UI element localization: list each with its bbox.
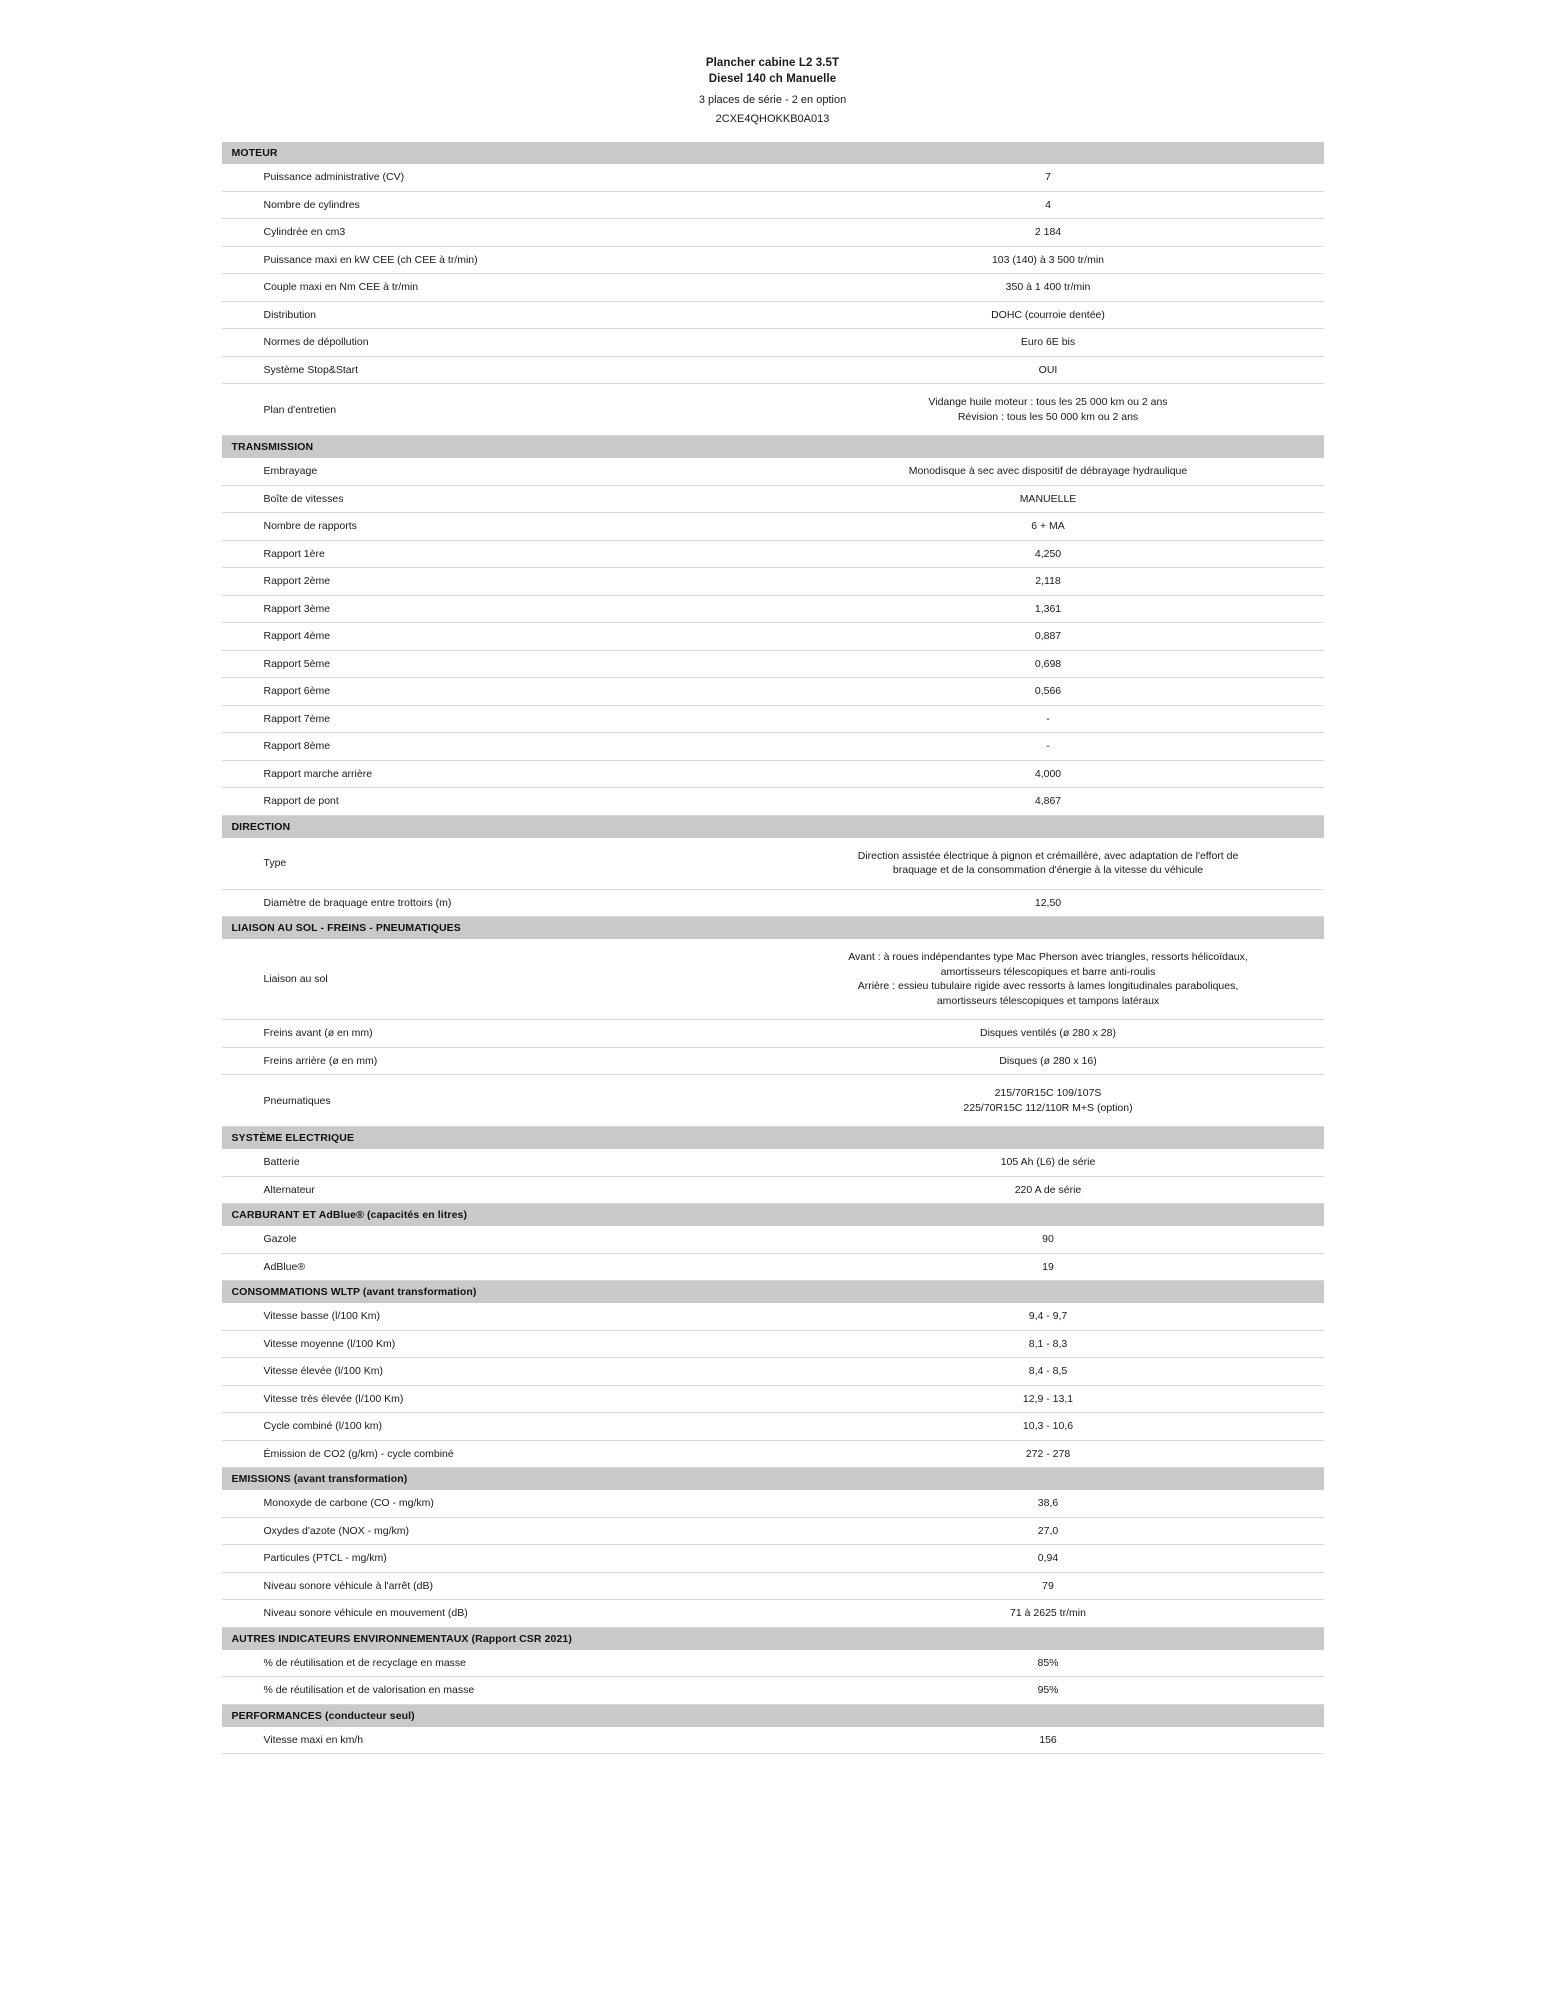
spec-label: Gazole bbox=[222, 1226, 773, 1253]
spec-value-line: DOHC (courroie dentée) bbox=[991, 308, 1105, 321]
section-title: TRANSMISSION bbox=[222, 436, 1324, 459]
spec-row bbox=[222, 458, 1324, 485]
spec-value bbox=[773, 1727, 1324, 1754]
spec-label: Vitesse moyenne (l/100 Km) bbox=[222, 1330, 773, 1358]
spec-row bbox=[222, 384, 1324, 436]
spec-value bbox=[773, 1330, 1324, 1358]
spec-value-line: 4,000 bbox=[1034, 767, 1062, 780]
spec-row bbox=[222, 329, 1324, 357]
spec-row bbox=[222, 1226, 1324, 1253]
spec-value-line: 220 A de série bbox=[1014, 1183, 1082, 1196]
spec-label: Nombre de cylindres bbox=[222, 191, 773, 219]
spec-value bbox=[773, 356, 1324, 384]
section-header-row bbox=[222, 1468, 1324, 1491]
spec-label: Niveau sonore véhicule à l'arrêt (dB) bbox=[222, 1572, 773, 1600]
spec-value-line: 0,887 bbox=[1034, 630, 1062, 642]
spec-value-line: Révision : tous les 50 000 km ou 2 ans bbox=[957, 410, 1139, 423]
section-title: AUTRES INDICATEURS ENVIRONNEMENTAUX (Rapport CSR 2021) bbox=[222, 1627, 1324, 1650]
spec-row bbox=[222, 1075, 1324, 1127]
spec-value bbox=[773, 329, 1324, 357]
spec-label: Niveau sonore véhicule en mouvement (dB) bbox=[222, 1600, 773, 1628]
spec-value-line: Avant : à roues indépendantes type Mac Pherson avec triangles, ressorts hélicoïdaux, bbox=[848, 951, 1248, 963]
spec-label: Rapport 6ème bbox=[222, 678, 773, 706]
spec-value-line: 6 + MA bbox=[1031, 520, 1065, 532]
spec-value-line: - bbox=[1046, 712, 1050, 725]
spec-row bbox=[222, 568, 1324, 596]
spec-row bbox=[222, 1253, 1324, 1281]
spec-value-line: 9,4 - 9,7 bbox=[1028, 1310, 1068, 1322]
spec-row bbox=[222, 1149, 1324, 1176]
spec-label: Couple maxi en Nm CEE à tr/min bbox=[222, 274, 773, 302]
spec-value-line: 105 Ah (L6) de série bbox=[1000, 1156, 1096, 1168]
spec-value bbox=[773, 568, 1324, 596]
spec-label: Freins arrière (ø en mm) bbox=[222, 1047, 773, 1075]
spec-value-line: Vidange huile moteur : tous les 25 000 km ou 2 ans bbox=[928, 396, 1168, 408]
spec-row bbox=[222, 733, 1324, 761]
spec-row bbox=[222, 889, 1324, 917]
spec-row bbox=[222, 1490, 1324, 1517]
spec-value bbox=[773, 274, 1324, 302]
spec-label: Rapport de pont bbox=[222, 788, 773, 816]
section-header-row bbox=[222, 1627, 1324, 1650]
spec-value-line: 2,118 bbox=[1035, 575, 1061, 587]
spec-label: Embrayage bbox=[222, 458, 773, 485]
section-title: EMISSIONS (avant transformation) bbox=[222, 1468, 1324, 1491]
spec-label: Puissance maxi en kW CEE (ch CEE à tr/min) bbox=[222, 246, 773, 274]
spec-value-line: MANUELLE bbox=[1019, 492, 1077, 505]
section-header-row bbox=[222, 436, 1324, 459]
spec-value-line: 38,6 bbox=[1037, 1497, 1059, 1509]
spec-value bbox=[773, 1075, 1324, 1127]
spec-value-line: 10,3 - 10,6 bbox=[1022, 1420, 1074, 1432]
spec-label: Batterie bbox=[222, 1149, 773, 1176]
section-header-row bbox=[222, 142, 1324, 164]
section-header-row bbox=[222, 1127, 1324, 1150]
spec-row bbox=[222, 1413, 1324, 1441]
spec-value-line: 12,50 bbox=[1034, 896, 1062, 909]
spec-value-line: 4 bbox=[1045, 198, 1051, 211]
spec-value bbox=[773, 246, 1324, 274]
specifications-table bbox=[222, 142, 1324, 1754]
spec-value-line: 27,0 bbox=[1037, 1524, 1059, 1537]
spec-label: Type bbox=[222, 838, 773, 890]
spec-label: Rapport 7ème bbox=[222, 705, 773, 733]
spec-row bbox=[222, 1176, 1324, 1204]
spec-value-line: 272 - 278 bbox=[1025, 1447, 1071, 1460]
section-title: CARBURANT ET AdBlue® (capacités en litres) bbox=[222, 1204, 1324, 1227]
section-title: LIAISON AU SOL - FREINS - PNEUMATIQUES bbox=[222, 917, 1324, 940]
spec-row bbox=[222, 1385, 1324, 1413]
spec-label: Pneumatiques bbox=[222, 1075, 773, 1127]
spec-value-line: amortisseurs télescopiques et barre anti-roulis bbox=[940, 965, 1156, 978]
document-header bbox=[0, 55, 1545, 128]
spec-value bbox=[773, 760, 1324, 788]
spec-value bbox=[773, 1358, 1324, 1386]
spec-value-line: 0,698 bbox=[1034, 657, 1062, 670]
spec-value-line: 0,94 bbox=[1037, 1552, 1059, 1564]
spec-label: AdBlue® bbox=[222, 1253, 773, 1281]
section-title: DIRECTION bbox=[222, 815, 1324, 838]
spec-row bbox=[222, 485, 1324, 513]
spec-label: Liaison au sol bbox=[222, 939, 773, 1020]
spec-row bbox=[222, 1545, 1324, 1573]
vehicle-code: 2CXE4QHOKKB0A013 bbox=[715, 113, 830, 125]
spec-value bbox=[773, 1490, 1324, 1517]
spec-value-line: Euro 6E bis bbox=[1020, 336, 1076, 348]
spec-value-line: 19 bbox=[1042, 1260, 1054, 1273]
spec-row bbox=[222, 838, 1324, 890]
spec-label: Vitesse très élevée (l/100 Km) bbox=[222, 1385, 773, 1413]
spec-label: Alternateur bbox=[222, 1176, 773, 1204]
spec-value bbox=[773, 1226, 1324, 1253]
vehicle-seats: 3 places de série - 2 en option bbox=[698, 94, 847, 106]
spec-label: Puissance administrative (CV) bbox=[222, 164, 773, 191]
spec-value-line: OUI bbox=[1038, 363, 1058, 376]
spec-value-line: 79 bbox=[1042, 1579, 1054, 1592]
spec-row bbox=[222, 1358, 1324, 1386]
spec-label: Nombre de rapports bbox=[222, 513, 773, 541]
spec-value-line: Disques (ø 280 x 16) bbox=[999, 1054, 1097, 1067]
spec-value bbox=[773, 595, 1324, 623]
spec-row bbox=[222, 513, 1324, 541]
spec-row bbox=[222, 1517, 1324, 1545]
spec-label: Plan d'entretien bbox=[222, 384, 773, 436]
spec-value-line: - bbox=[1046, 740, 1050, 752]
spec-value bbox=[773, 705, 1324, 733]
spec-row bbox=[222, 1727, 1324, 1754]
spec-value bbox=[773, 788, 1324, 816]
spec-label: Vitesse basse (l/100 Km) bbox=[222, 1303, 773, 1330]
spec-label: Normes de dépollution bbox=[222, 329, 773, 357]
spec-label: Vitesse maxi en km/h bbox=[222, 1727, 773, 1754]
spec-label: Rapport 1ère bbox=[222, 540, 773, 568]
spec-value-line: 156 bbox=[1039, 1733, 1057, 1746]
spec-value bbox=[773, 1572, 1324, 1600]
spec-label: Rapport 4ème bbox=[222, 623, 773, 651]
spec-label: Rapport 3ème bbox=[222, 595, 773, 623]
spec-row bbox=[222, 705, 1324, 733]
spec-value-line: 4,250 bbox=[1034, 547, 1062, 560]
spec-value bbox=[773, 1517, 1324, 1545]
spec-value-line: 103 (140) à 3 500 tr/min bbox=[991, 253, 1105, 266]
spec-value bbox=[773, 1545, 1324, 1573]
spec-row bbox=[222, 274, 1324, 302]
spec-value bbox=[773, 219, 1324, 247]
spec-label: Freins avant (ø en mm) bbox=[222, 1020, 773, 1048]
section-header-row bbox=[222, 917, 1324, 940]
section-title: SYSTÈME ELECTRIQUE bbox=[222, 1127, 1324, 1150]
spec-value-line: 85% bbox=[1037, 1656, 1059, 1669]
spec-row bbox=[222, 760, 1324, 788]
spec-row bbox=[222, 650, 1324, 678]
spec-row bbox=[222, 1020, 1324, 1048]
spec-row bbox=[222, 678, 1324, 706]
spec-value-line: 8,4 - 8,5 bbox=[1028, 1365, 1068, 1377]
spec-row bbox=[222, 1047, 1324, 1075]
spec-value bbox=[773, 678, 1324, 706]
spec-row bbox=[222, 1303, 1324, 1330]
section-header-row bbox=[222, 815, 1324, 838]
spec-value-line: 225/70R15C 112/110R M+S (option) bbox=[963, 1101, 1133, 1114]
spec-value bbox=[773, 164, 1324, 191]
spec-row bbox=[222, 1677, 1324, 1705]
spec-value-line: 2 184 bbox=[1034, 226, 1062, 238]
section-header-row bbox=[222, 1281, 1324, 1304]
spec-value bbox=[773, 1020, 1324, 1048]
spec-row bbox=[222, 1572, 1324, 1600]
spec-value bbox=[773, 191, 1324, 219]
spec-value bbox=[773, 384, 1324, 436]
spec-value bbox=[773, 458, 1324, 485]
spec-row bbox=[222, 191, 1324, 219]
spec-value bbox=[773, 1440, 1324, 1468]
specifications-body bbox=[222, 142, 1324, 1754]
spec-value-line: amortisseurs télescopiques et tampons latéraux bbox=[936, 994, 1160, 1007]
spec-label: Boîte de vitesses bbox=[222, 485, 773, 513]
spec-value bbox=[773, 1413, 1324, 1441]
spec-row bbox=[222, 540, 1324, 568]
spec-label: Diamètre de braquage entre trottoirs (m) bbox=[222, 889, 773, 917]
spec-value-line: 215/70R15C 109/107S bbox=[994, 1087, 1102, 1099]
spec-row bbox=[222, 1600, 1324, 1628]
spec-row bbox=[222, 356, 1324, 384]
spec-value bbox=[773, 513, 1324, 541]
section-header-row bbox=[222, 1704, 1324, 1727]
spec-value bbox=[773, 1650, 1324, 1677]
spec-value-line: 7 bbox=[1045, 171, 1051, 183]
spec-value-line: 95% bbox=[1037, 1684, 1059, 1696]
spec-value-line: 0,566 bbox=[1034, 685, 1062, 697]
spec-value bbox=[773, 1385, 1324, 1413]
spec-value-line: Monodisque à sec avec dispositif de débrayage hydraulique bbox=[908, 465, 1188, 477]
spec-label: Rapport 2ème bbox=[222, 568, 773, 596]
spec-value bbox=[773, 1677, 1324, 1705]
spec-label: Système Stop&Start bbox=[222, 356, 773, 384]
spec-value-line: Disques ventilés (ø 280 x 28) bbox=[980, 1027, 1116, 1039]
spec-value bbox=[773, 1600, 1324, 1628]
spec-row bbox=[222, 1330, 1324, 1358]
spec-value-line: braquage et de la consommation d'énergie à la vitesse du véhicule bbox=[892, 864, 1204, 876]
spec-value bbox=[773, 623, 1324, 651]
spec-row bbox=[222, 1440, 1324, 1468]
section-title: MOTEUR bbox=[222, 142, 1324, 164]
spec-row bbox=[222, 164, 1324, 191]
spec-label: Rapport 8ème bbox=[222, 733, 773, 761]
spec-value bbox=[773, 1303, 1324, 1330]
section-header-row bbox=[222, 1204, 1324, 1227]
spec-label: Oxydes d'azote (NOX - mg/km) bbox=[222, 1517, 773, 1545]
spec-value-line: 4,867 bbox=[1034, 795, 1062, 807]
spec-value bbox=[773, 1176, 1324, 1204]
spec-row bbox=[222, 246, 1324, 274]
spec-value bbox=[773, 733, 1324, 761]
spec-label: Émission de CO2 (g/km) - cycle combiné bbox=[222, 1440, 773, 1468]
spec-label: % de réutilisation et de recyclage en masse bbox=[222, 1650, 773, 1677]
spec-value bbox=[773, 301, 1324, 329]
spec-label: Distribution bbox=[222, 301, 773, 329]
section-title: CONSOMMATIONS WLTP (avant transformation) bbox=[222, 1281, 1324, 1304]
spec-value bbox=[773, 939, 1324, 1020]
vehicle-model-line2: Diesel 140 ch Manuelle bbox=[708, 73, 837, 85]
spec-value-line: 350 à 1 400 tr/min bbox=[1005, 281, 1091, 293]
spec-value bbox=[773, 838, 1324, 890]
spec-value-line: Direction assistée électrique à pignon et crémaillère, avec adaptation de l'effort de bbox=[857, 849, 1239, 862]
spec-value bbox=[773, 1253, 1324, 1281]
spec-value bbox=[773, 540, 1324, 568]
spec-row bbox=[222, 219, 1324, 247]
spec-value-line: 1,361 bbox=[1034, 602, 1062, 615]
spec-row bbox=[222, 301, 1324, 329]
spec-row bbox=[222, 788, 1324, 816]
spec-value-line: 12,9 - 13,1 bbox=[1022, 1392, 1074, 1405]
spec-value bbox=[773, 889, 1324, 917]
spec-value-line: 90 bbox=[1042, 1233, 1054, 1245]
section-title: PERFORMANCES (conducteur seul) bbox=[222, 1704, 1324, 1727]
spec-row bbox=[222, 1650, 1324, 1677]
spec-label: Vitesse élevée (l/100 Km) bbox=[222, 1358, 773, 1386]
spec-row bbox=[222, 939, 1324, 1020]
spec-value bbox=[773, 1047, 1324, 1075]
spec-label: Monoxyde de carbone (CO - mg/km) bbox=[222, 1490, 773, 1517]
spec-value-line: 71 à 2625 tr/min bbox=[1010, 1607, 1086, 1619]
spec-label: Rapport marche arrière bbox=[222, 760, 773, 788]
spec-label: Cycle combiné (l/100 km) bbox=[222, 1413, 773, 1441]
spec-value bbox=[773, 1149, 1324, 1176]
spec-row bbox=[222, 595, 1324, 623]
spec-value bbox=[773, 485, 1324, 513]
spec-label: Particules (PTCL - mg/km) bbox=[222, 1545, 773, 1573]
spec-value-line: 8,1 - 8,3 bbox=[1028, 1337, 1068, 1350]
vehicle-model-line1: Plancher cabine L2 3.5T bbox=[705, 57, 840, 69]
spec-label: % de réutilisation et de valorisation en masse bbox=[222, 1677, 773, 1705]
spec-row bbox=[222, 623, 1324, 651]
spec-label: Cylindrée en cm3 bbox=[222, 219, 773, 247]
spec-value bbox=[773, 650, 1324, 678]
spec-label: Rapport 5ème bbox=[222, 650, 773, 678]
spec-value-line: Arrière : essieu tubulaire rigide avec ressorts à lames longitudinales paraboliques, bbox=[857, 980, 1239, 992]
